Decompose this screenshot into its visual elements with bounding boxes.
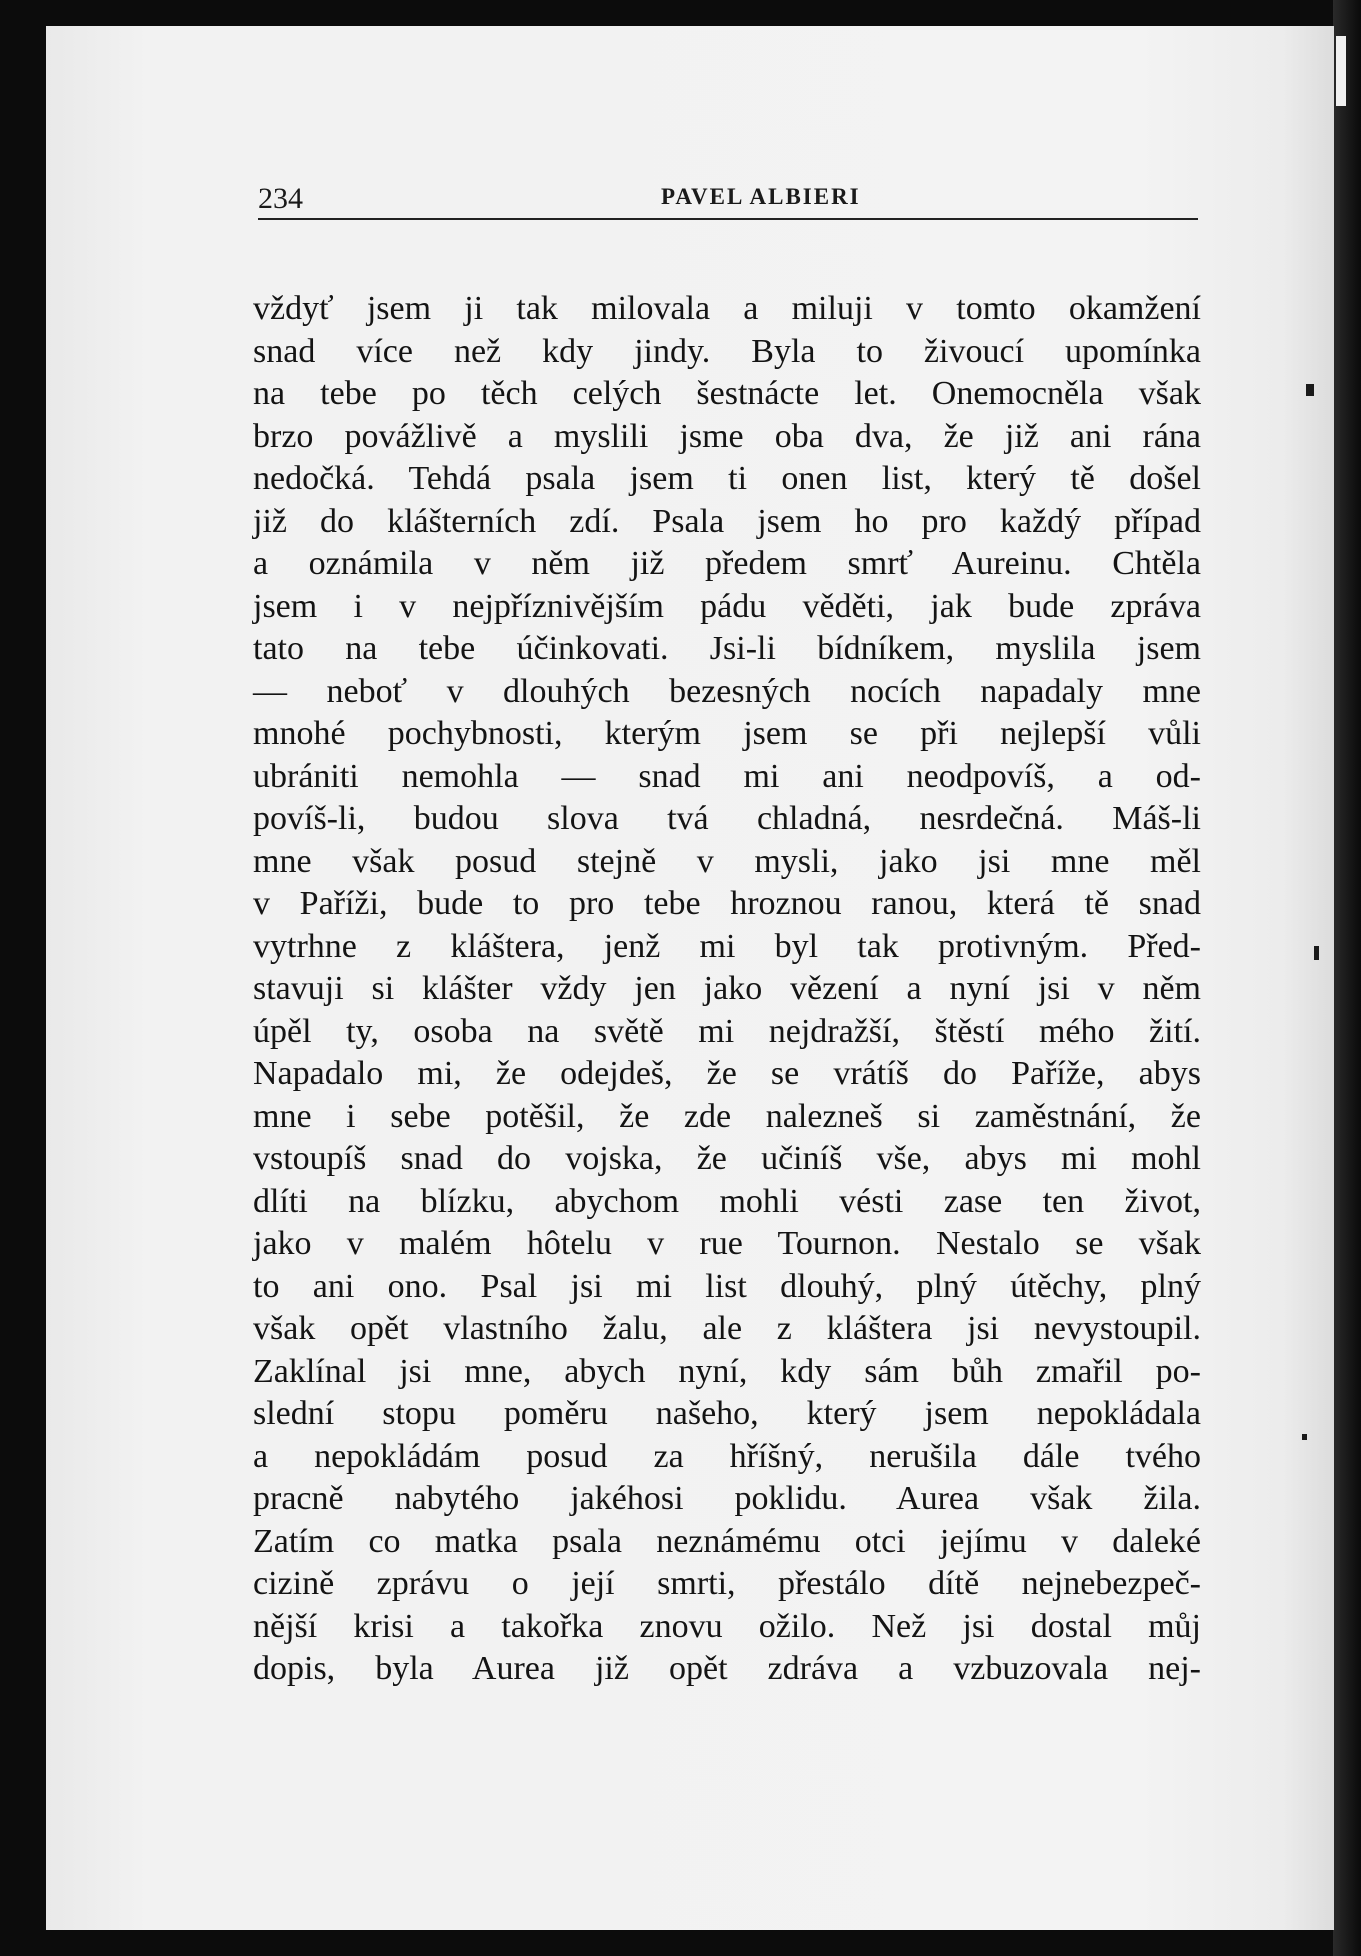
margin-speck bbox=[1302, 1434, 1307, 1440]
text-line: vstoupíš snad do vojska, že učiníš vše, abys mi mohl bbox=[253, 1140, 1201, 1177]
text-line: dlíti na blízku, abychom mohli vésti zase ten život, bbox=[253, 1182, 1201, 1220]
text-line: to ani ono. Psal jsi mi list dlouhý, plný útěchy, plný bbox=[253, 1267, 1201, 1305]
text-line: cizině zprávu o její smrti, přestálo dítě nejnebezpeč- bbox=[253, 1565, 1201, 1602]
text-line: brzo povážlivě a myslili jsme oba dva, že již ani rána bbox=[253, 417, 1201, 455]
text-line: nější krisi a takořka znovu ožilo. Než jsi dostal můj bbox=[253, 1607, 1201, 1645]
text-line: Zaklínal jsi mne, abych nyní, kdy sám bůh zmařil po- bbox=[253, 1352, 1201, 1390]
text-line: Zatím co matka psala neznámému otci jejímu v daleké bbox=[253, 1522, 1201, 1560]
text-line: snad více než kdy jindy. Byla to živoucí upomínka bbox=[253, 332, 1201, 370]
text-line: a oznámila v něm již předem smrť Aureinu. Chtěla bbox=[253, 545, 1201, 582]
text-line: slední stopu poměru našeho, který jsem nepokládala bbox=[253, 1395, 1201, 1432]
text-line: však opět vlastního žalu, ale z kláštera jsi nevystoupil. bbox=[253, 1310, 1201, 1347]
text-line: v Paříži, bude to pro tebe hroznou ranou, která tě snad bbox=[253, 885, 1201, 922]
text-line: mne však posud stejně v mysli, jako jsi mne měl bbox=[253, 842, 1201, 880]
scan-edge bbox=[1333, 0, 1361, 1956]
book-page bbox=[46, 26, 1334, 1930]
text-line: vytrhne z kláštera, jenž mi byl tak protivným. Před- bbox=[253, 927, 1201, 965]
page-number: 234 bbox=[258, 182, 303, 215]
text-line: jako v malém hôtelu v rue Tournon. Nestalo se však bbox=[253, 1225, 1201, 1262]
text-line: a nepokládám posud za hříšný, nerušila dále tvého bbox=[253, 1437, 1201, 1475]
text-line: dopis, byla Aurea již opět zdráva a vzbuzovala nej- bbox=[253, 1650, 1201, 1687]
text-line: stavuji si klášter vždy jen jako vězení a nyní jsi v něm bbox=[253, 970, 1201, 1007]
text-line: vždyť jsem ji tak milovala a miluji v tomto okamžení bbox=[253, 290, 1201, 327]
text-line: jsem i v nejpříznivějším pádu věděti, jak bude zpráva bbox=[253, 587, 1201, 625]
page-header bbox=[258, 158, 1198, 220]
body-text bbox=[253, 288, 1201, 1691]
text-line: — neboť v dlouhých bezesných nocích napadaly mne bbox=[253, 672, 1201, 710]
text-line: pracně nabytého jakéhosi poklidu. Aurea však žila. bbox=[253, 1480, 1201, 1517]
text-line: na tebe po těch celých šestnácte let. Onemocněla však bbox=[253, 375, 1201, 412]
text-line: mnohé pochybnosti, kterým jsem se při nejlepší vůli bbox=[253, 715, 1201, 752]
running-head: PAVEL ALBIERI bbox=[661, 184, 861, 209]
text-line: povíš-li, budou slova tvá chladná, nesrdečná. Máš-li bbox=[253, 800, 1201, 837]
text-line: Napadalo mi, že odejdeš, že se vrátíš do Paříže, abys bbox=[253, 1055, 1201, 1092]
text-line: mne i sebe potěšil, že zde nalezneš si zaměstnání, že bbox=[253, 1097, 1201, 1135]
text-line: tato na tebe účinkovati. Jsi-li bídníkem, myslila jsem bbox=[253, 630, 1201, 667]
text-line: již do klášterních zdí. Psala jsem ho pro každý případ bbox=[253, 502, 1201, 540]
text-line: úpěl ty, osoba na světě mi nejdražší, štěstí mého žití. bbox=[253, 1012, 1201, 1050]
text-line: ubrániti nemohla — snad mi ani neodpovíš, a od- bbox=[253, 757, 1201, 795]
text-line: nedočká. Tehdá psala jsem ti onen list, který tě došel bbox=[253, 460, 1201, 497]
margin-speck bbox=[1306, 384, 1314, 396]
margin-speck bbox=[1336, 36, 1346, 106]
margin-speck bbox=[1314, 946, 1319, 960]
